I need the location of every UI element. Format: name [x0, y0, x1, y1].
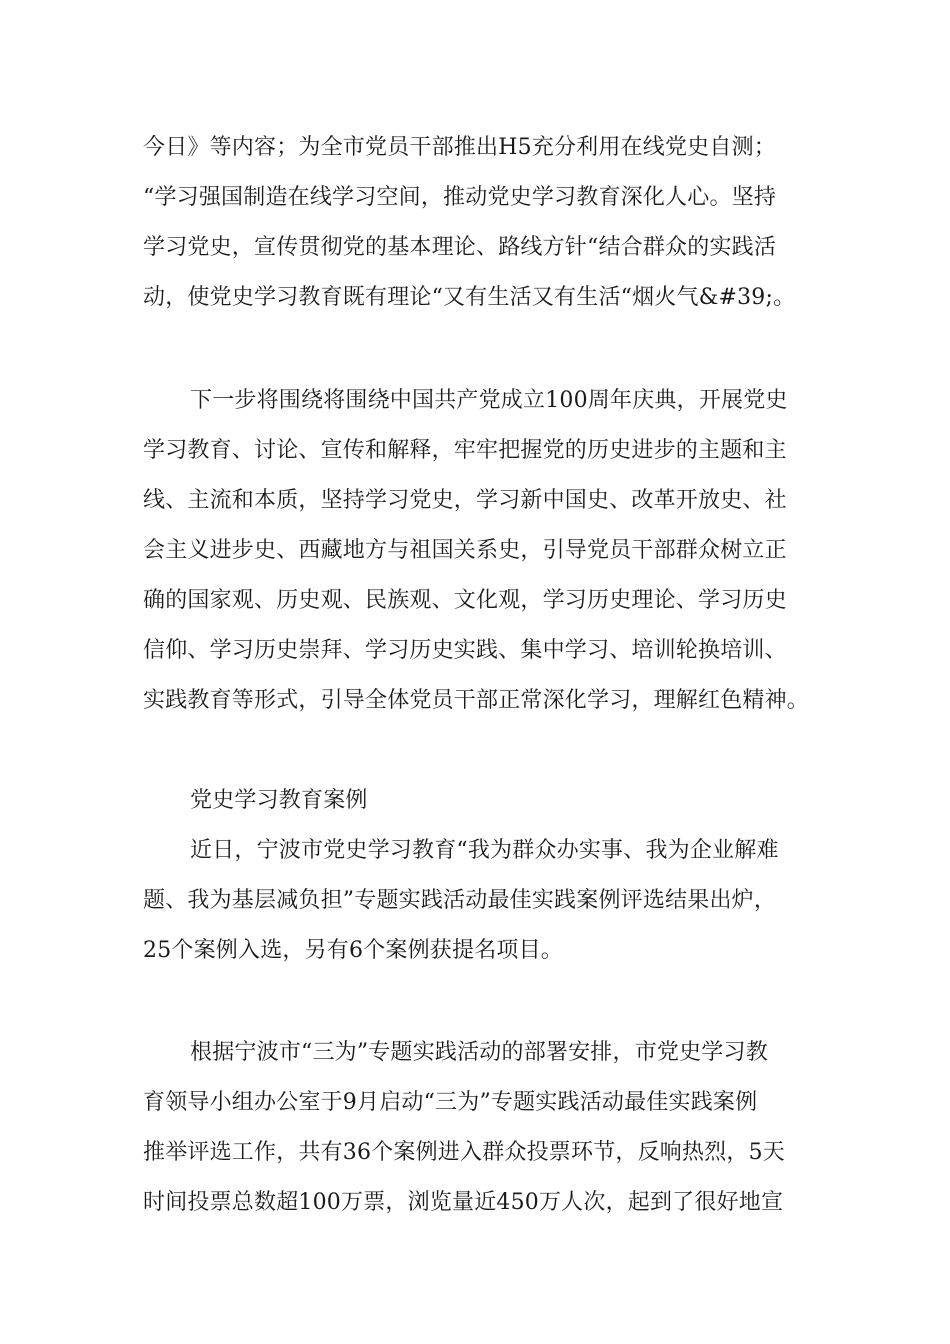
- text-line: 育领导小组办公室于9月启动“三为”专题实践活动最佳实践案例: [143, 1090, 758, 1115]
- text-line: 推举评选工作，共有36个案例进入群众投票环节，反响热烈，5天: [143, 1140, 785, 1165]
- text-line: 近日，宁波市党史学习教育“我为群众办实事、我为企业解难: [190, 838, 779, 863]
- text-line: 动，使党史学习教育既有理论“又有生活又有生活“烟火气&#39;。: [143, 285, 796, 310]
- text-line: 线、主流和本质，坚持学习党史，学习新中国史、改革开放史、社: [143, 488, 787, 513]
- text-line: “学习强国制造在线学习空间，推动党史学习教育深化人心。坚持: [143, 185, 777, 210]
- text-line: 会主义进步史、西藏地方与祖国关系史，引导党员干部群众树立正: [143, 538, 787, 563]
- text-line: 根据宁波市“三为”专题实践活动的部署安排，市党史学习教: [190, 1040, 768, 1065]
- text-line: 今日》等内容；为全市党员干部推出H5充分利用在线党史自测；: [143, 135, 776, 160]
- text-line: 确的国家观、历史观、民族观、文化观，学习历史理论、学习历史: [143, 588, 787, 613]
- text-line: 实践教育等形式，引导全体党员干部正常深化学习，理解红色精神。: [143, 688, 810, 713]
- text-line: 时间投票总数超100万票，浏览量近450万人次，起到了很好地宣: [143, 1190, 784, 1215]
- text-line: 题、我为基层减负担”专题实践活动最佳实践案例评选结果出炉，: [143, 888, 777, 913]
- text-line: 下一步将围绕将围绕中国共产党成立100周年庆典，开展党史: [190, 388, 788, 413]
- text-line: 学习教育、讨论、宣传和解释，牢牢把握党的历史进步的主题和主: [143, 438, 787, 463]
- text-line: 信仰、学习历史崇拜、学习历史实践、集中学习、培训轮换培训、: [143, 638, 787, 663]
- text-line: 25个案例入选，另有6个案例获提名项目。: [143, 938, 563, 963]
- text-line: 学习党史，宣传贯彻党的基本理论、路线方针“结合群众的实践活: [143, 235, 777, 260]
- section-heading: 党史学习教育案例: [190, 788, 368, 813]
